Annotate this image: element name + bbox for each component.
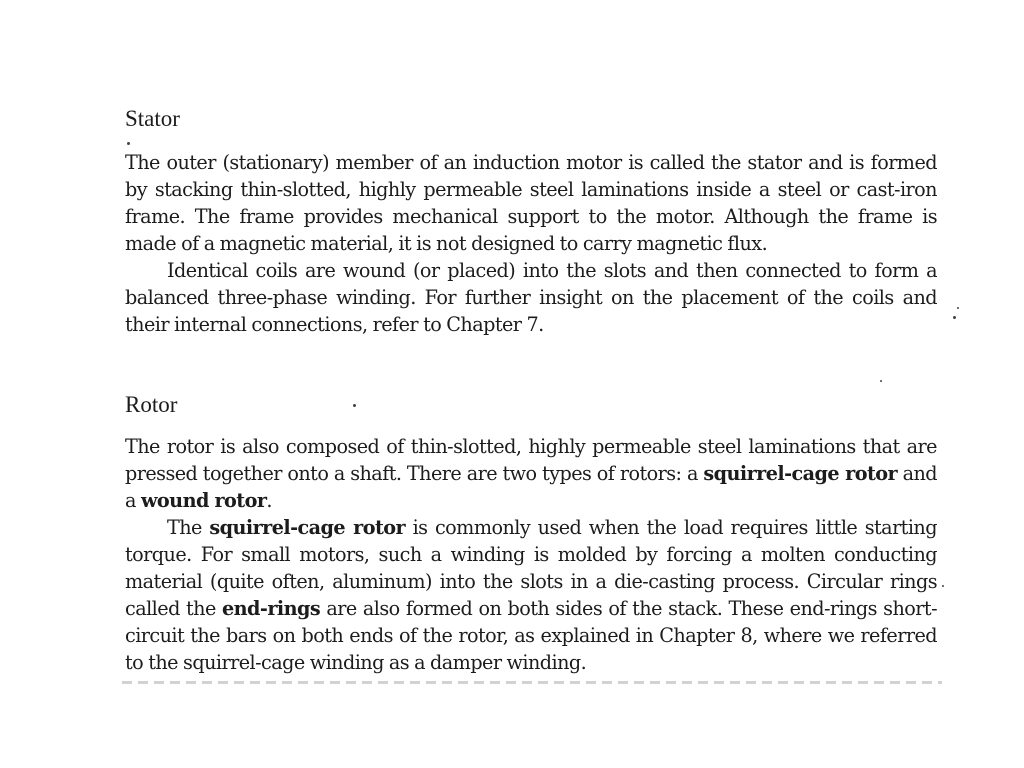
rotor-p1-text-a: The rotor is also composed of thin-slotted, highly permeable steel laminations that are pressed together onto a shaft. There are two types of rotors: a bbox=[125, 435, 937, 485]
rotor-p2-text-e: are also formed on both sides of the stack. These end-rings short-circuit the bars on both ends of the rotor, as explained in Chapter 8, where we referred to the squirrel-cage winding as a damper winding. bbox=[125, 597, 937, 674]
rotor-p2-text-a: The bbox=[167, 516, 210, 539]
stator-section bbox=[125, 149, 937, 338]
rotor-paragraph-1 bbox=[125, 433, 937, 514]
scan-speck bbox=[953, 316, 956, 319]
rotor-section bbox=[125, 433, 937, 683]
rotor-p2-text-c: is commonly used when the load requires little starting torque. For small motors, such a winding is molded by forcing a molten conducting material (quite often, aluminum) into the slots in a die-casting process. Circular rings called the bbox=[125, 516, 937, 620]
scan-speck bbox=[880, 380, 882, 382]
rotor-paragraph-2 bbox=[125, 514, 937, 676]
scan-speck bbox=[942, 585, 944, 587]
rotor-heading: Rotor bbox=[125, 392, 178, 417]
rotor-p2-term-end-rings: end-rings bbox=[222, 597, 321, 620]
rotor-p1-text-c: and a bbox=[125, 462, 937, 512]
cut-off-text-line bbox=[122, 681, 942, 684]
rotor-p1-text-e: . bbox=[266, 489, 272, 512]
scan-speck bbox=[353, 404, 356, 407]
stator-heading: Stator bbox=[125, 106, 180, 131]
rotor-p1-term-wound-rotor: wound rotor bbox=[140, 489, 267, 512]
rotor-p2-term-squirrel-cage: squirrel-cage rotor bbox=[209, 516, 406, 539]
stator-paragraph-1: The outer (stationary) member of an induction motor is called the stator and is formed by stacking thin-slotted, highly permeable steel laminations inside a steel or cast-iron frame. The frame provides mechanical support to the motor. Although the frame is made of a magnetic material, it is not designed to carry magnetic flux. bbox=[125, 151, 937, 255]
rotor-p1-term-squirrel-cage: squirrel-cage rotor bbox=[703, 462, 898, 485]
scan-speck bbox=[127, 142, 130, 145]
stator-paragraph-2: Identical coils are wound (or placed) into the slots and then connected to form a balanced three-phase winding. For further insight on the placement of the coils and their internal connections, refer to Chapter 7. bbox=[125, 259, 937, 336]
scan-speck bbox=[957, 307, 959, 309]
